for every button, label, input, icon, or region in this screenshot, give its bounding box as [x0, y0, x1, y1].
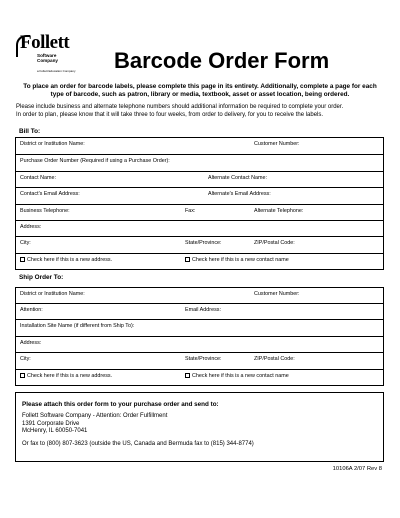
bill-new-address-label: Check here if this is a new address. [27, 257, 113, 263]
bill-fax-field[interactable]: Fax: [185, 208, 196, 214]
bill-new-address-checkbox[interactable] [20, 257, 112, 263]
logo-sub-line2: Company [37, 58, 58, 63]
ship-to-form [15, 287, 384, 386]
ship-new-address-label: Check here if this is a new address. [27, 373, 113, 379]
ship-to-heading: Ship Order To: [19, 274, 64, 281]
bill-new-contact-label: Check here if this is a new contact name [192, 257, 289, 263]
checkbox-icon [185, 257, 190, 262]
bill-to-row-email [16, 188, 383, 205]
bill-customer-number-field[interactable]: Customer Number: [254, 141, 300, 147]
bill-state-field[interactable]: State/Province: [185, 240, 222, 246]
checkbox-icon [185, 373, 190, 378]
ship-attention-field[interactable]: Attention: [20, 307, 43, 313]
bill-to-row-contact [16, 172, 383, 188]
ship-to-row-checks [16, 370, 383, 385]
page-title: Barcode Order Form [114, 48, 330, 73]
bill-to-row-district [16, 138, 383, 155]
ship-to-row-district [16, 288, 383, 304]
send-to-heading: Please attach this order form to your purchase order and send to: [22, 401, 219, 408]
intro-notes [16, 104, 384, 119]
bill-postal-field[interactable]: ZIP/Postal Code: [254, 240, 295, 246]
ship-state-field[interactable]: State/Province: [185, 356, 222, 362]
bill-address-field[interactable]: Address: [20, 224, 42, 230]
send-address-line2: 1391 Corporate Drive [22, 420, 80, 427]
intro-instructions: To place an order for barcode labels, please complete this page in its entirety. Additionally, complete a page for each type of barcode, such as patron, library or media, textbook, asset or asset location, being ordered. [23, 83, 377, 98]
checkbox-icon [20, 373, 25, 378]
ship-new-contact-checkbox[interactable] [185, 373, 289, 379]
bill-alt-contact-name-field[interactable]: Alternate Contact Name: [208, 175, 268, 181]
ship-to-row-city [16, 353, 383, 370]
bill-district-field[interactable]: District or Institution Name: [20, 141, 85, 147]
bill-to-row-phone [16, 205, 383, 221]
bill-to-row-checks [16, 254, 383, 269]
intro-note-timing: In order to plan, please know that it will take three to four weeks, from order to delivery, for you to receive the labels. [16, 111, 324, 118]
send-fax-line: Or fax to (800) 807-3623 (outside the US, Canada and Bermuda fax to (815) 344-8774) [22, 440, 254, 447]
bill-city-field[interactable]: City: [20, 240, 31, 246]
checkbox-icon [20, 257, 25, 262]
bill-to-row-address [16, 221, 383, 237]
ship-address-field[interactable]: Address: [20, 340, 42, 346]
logo-sub-line1: Software [37, 53, 57, 58]
ship-email-field[interactable]: Email Address: [185, 307, 221, 313]
bill-new-contact-checkbox[interactable] [185, 257, 289, 263]
form-revision-code: 10106A 2/07 Rev 8 [332, 466, 382, 472]
ship-postal-field[interactable]: ZIP/Postal Code: [254, 356, 295, 362]
bill-contact-name-field[interactable]: Contact Name: [20, 175, 56, 181]
bill-contact-email-field[interactable]: Contact's Email Address: [20, 191, 80, 197]
bill-to-row-po [16, 155, 383, 172]
bill-alt-phone-field[interactable]: Alternate Telephone: [254, 208, 304, 214]
ship-customer-number-field[interactable]: Customer Number: [254, 291, 300, 297]
intro-note-phone: Please include business and alternate telephone numbers should additional information be required to complete your order. [16, 104, 344, 110]
ship-city-field[interactable]: City: [20, 356, 31, 362]
logo-name: Follett [20, 32, 70, 53]
bill-to-form [15, 137, 384, 270]
ship-to-row-site [16, 320, 383, 337]
bill-po-number-field[interactable]: Purchase Order Number (Required if using a Purchase Order): [20, 158, 170, 164]
ship-to-row-address [16, 337, 383, 353]
bill-to-heading: Bill To: [19, 128, 41, 135]
ship-site-name-field[interactable]: Installation Site Name (if different from Ship To): [20, 323, 135, 329]
ship-new-address-checkbox[interactable] [20, 373, 112, 379]
ship-district-field[interactable]: District or Institution Name: [20, 291, 85, 297]
logo-tagline: a Follett Education Company [37, 69, 76, 73]
send-address-line3: McHenry, IL 60050-7041 [22, 428, 88, 435]
bill-alt-email-field[interactable]: Alternate's Email Address: [208, 191, 271, 197]
ship-to-row-attention [16, 304, 383, 320]
ship-new-contact-label: Check here if this is a new contact name [192, 373, 289, 379]
bill-to-row-city [16, 237, 383, 254]
bill-business-phone-field[interactable]: Business Telephone: [20, 208, 70, 214]
send-to-box [15, 392, 384, 462]
send-address-line1: Follett Software Company - Attention: Order Fulfillment [22, 413, 168, 420]
